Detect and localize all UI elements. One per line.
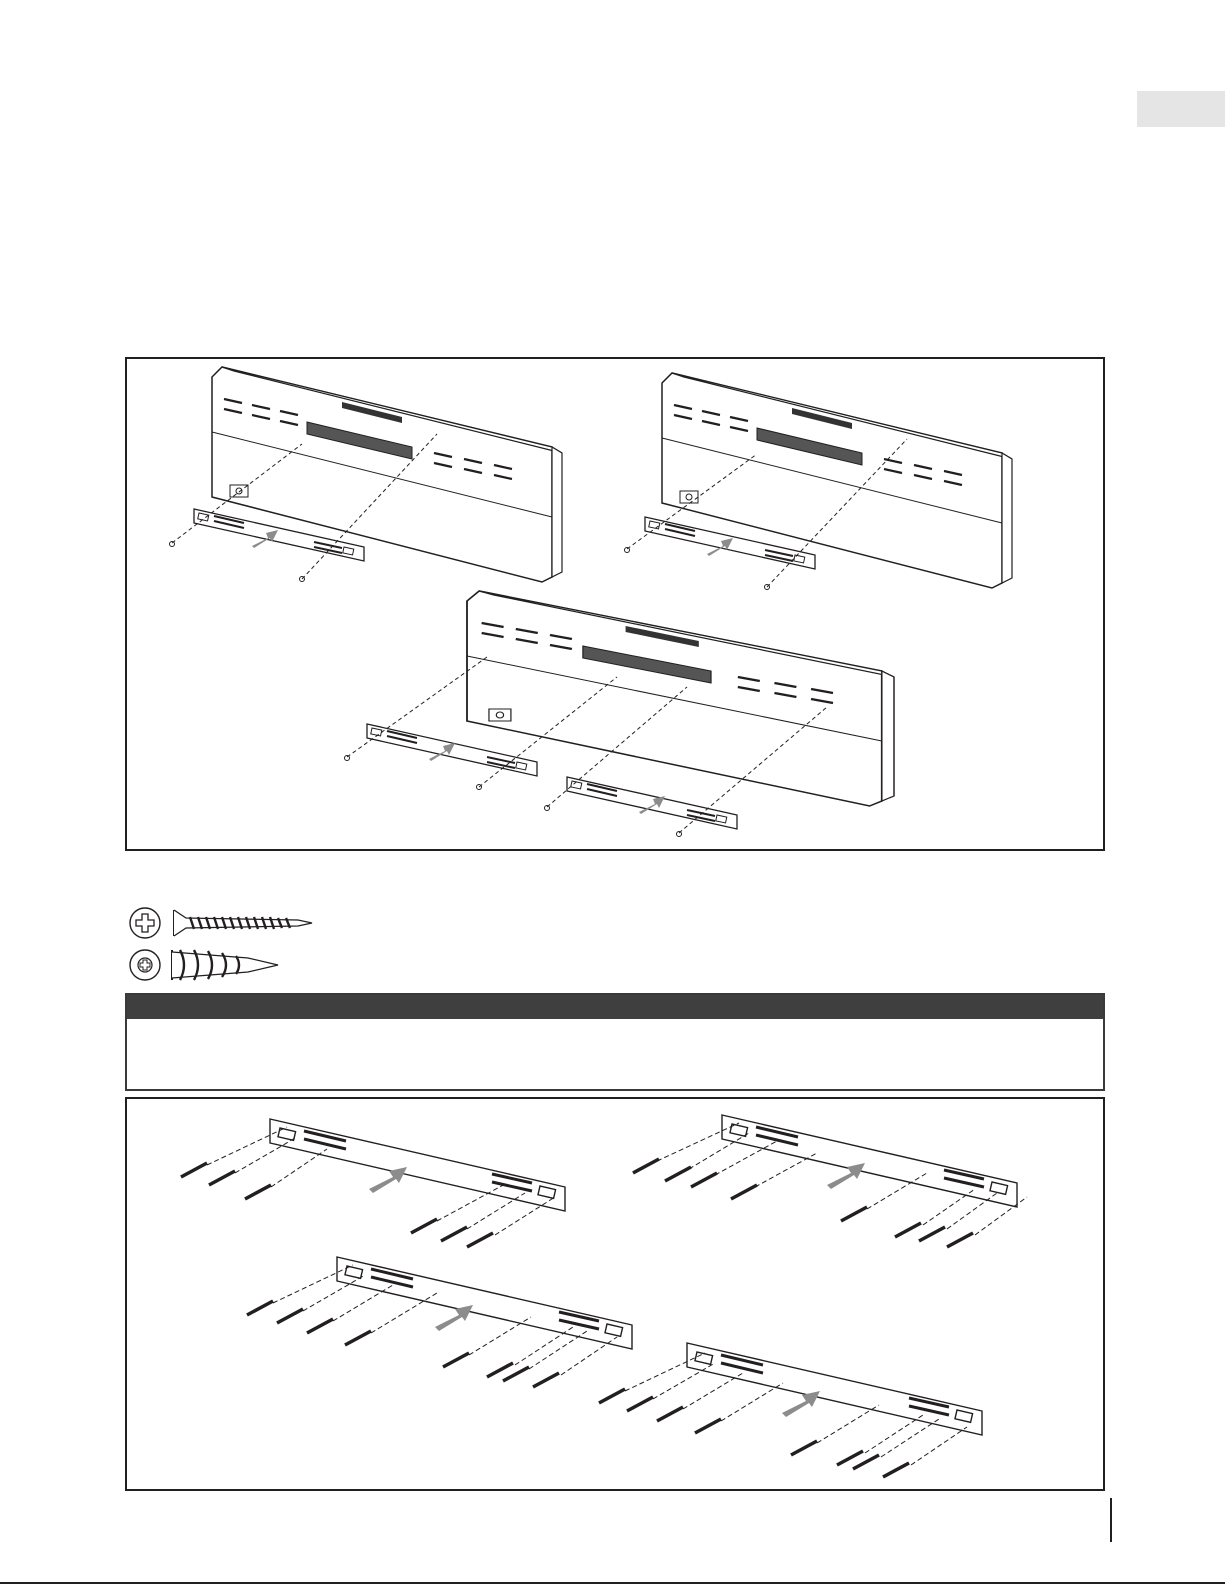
wall-bracket-3 (337, 1257, 632, 1349)
warning-header-bar (127, 995, 1103, 1019)
page-number-rule (1110, 1498, 1112, 1542)
wall-bracket-diagram (127, 1099, 1103, 1489)
warning-box (125, 993, 1105, 1091)
wall-bracket-4 (687, 1343, 982, 1435)
wall-bracket-2 (722, 1115, 1017, 1207)
fireplace-unit-a (212, 367, 562, 582)
bottom-rule (0, 1582, 1225, 1584)
hardware-legend (128, 906, 448, 988)
bracket-c2 (567, 777, 737, 829)
bracket-c1 (367, 724, 537, 776)
phillips-screw-icon (130, 908, 312, 938)
language-tab (1137, 91, 1225, 127)
bracket-removal-diagram (127, 359, 1103, 849)
bracket-removal-figure (125, 357, 1105, 851)
fireplace-unit-b (662, 373, 1012, 588)
drywall-anchor-icon (130, 950, 278, 980)
wall-bracket-1 (270, 1119, 565, 1211)
wall-bracket-figure (125, 1097, 1105, 1491)
